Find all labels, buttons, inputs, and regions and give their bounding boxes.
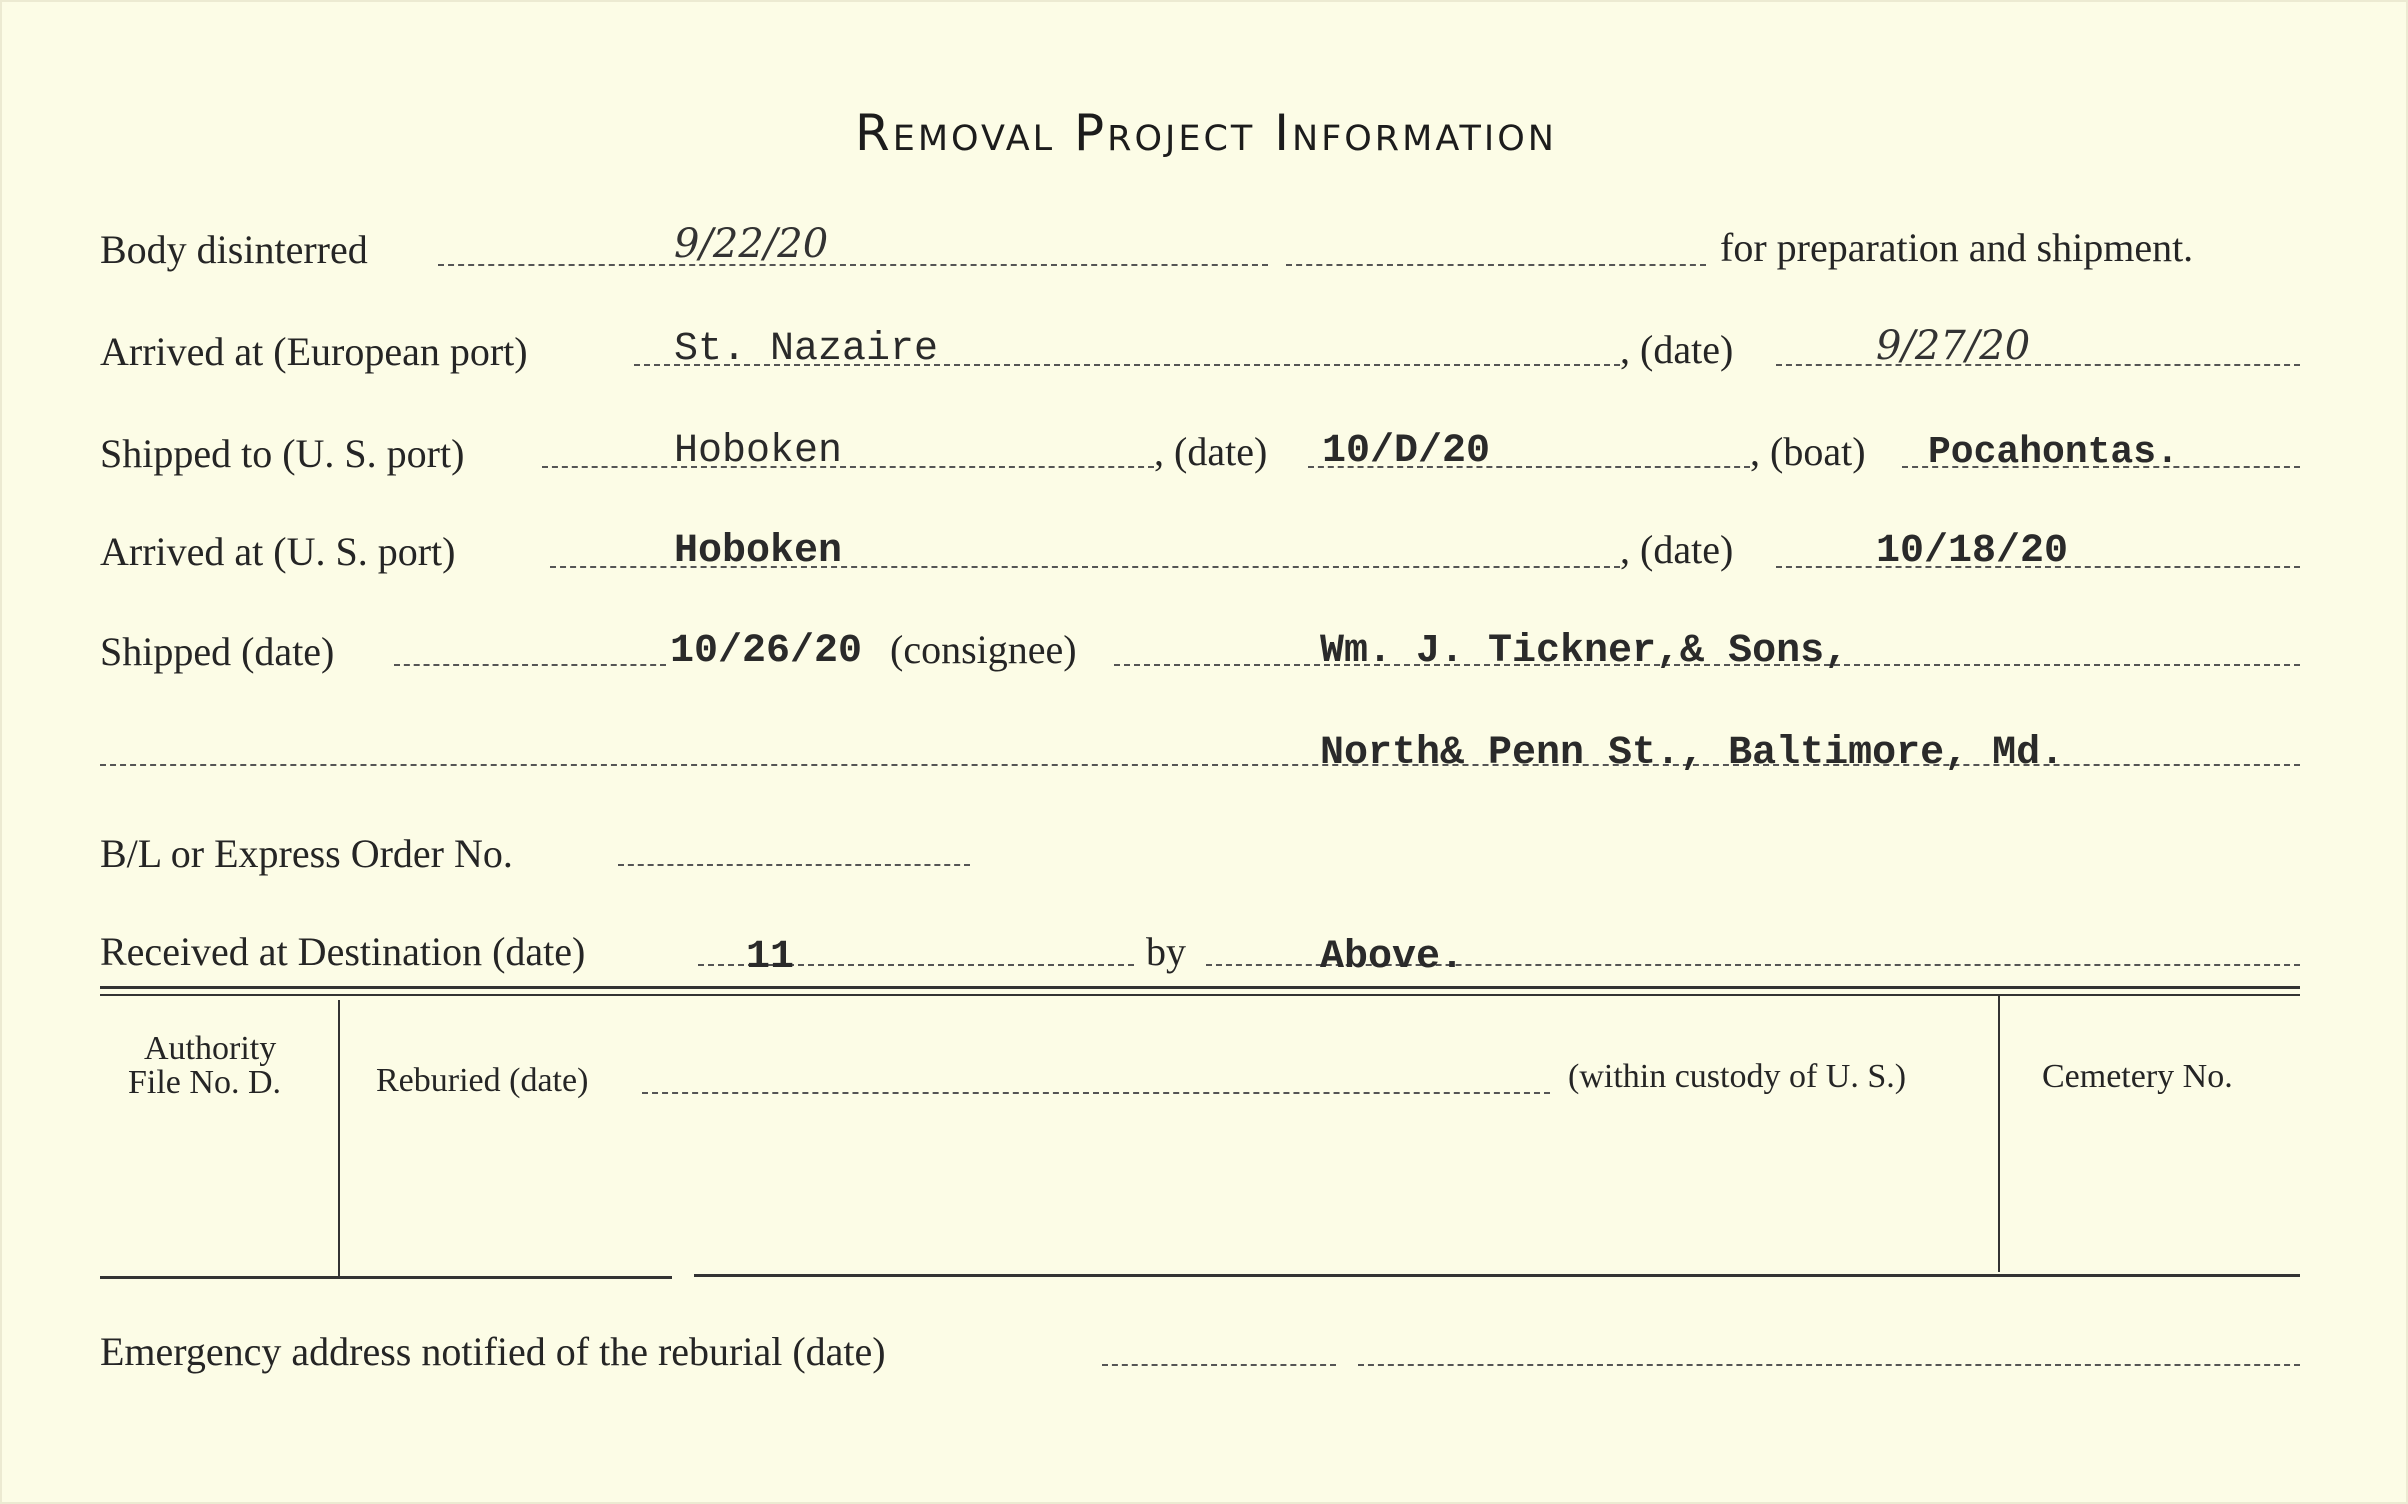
cemetery-no-label: Cemetery No. (2042, 1058, 2233, 1095)
table-top-rule (100, 986, 2300, 989)
arrived-european-date-line (1776, 364, 2300, 366)
shipped-us-boat: Pocahontas. (1928, 431, 2179, 474)
received-by-label: by (1146, 929, 1186, 974)
arrived-us-date: 10/18/20 (1876, 529, 2069, 574)
arrived-european-label: Arrived at (European port) (100, 329, 528, 374)
bl-label: B/L or Express Order No. (100, 831, 513, 876)
body-disinterred-label: Body disinterred (100, 227, 368, 272)
shipped-us-label: Shipped to (U. S. port) (100, 431, 465, 476)
shipped-us-boat-label: , (boat) (1750, 429, 1866, 474)
received-label: Received at Destination (date) (100, 929, 586, 974)
body-disinterred-line-2 (1286, 264, 1706, 266)
body-disinterred-line (438, 264, 1268, 266)
consignee-name: Wm. J. Tickner,& Sons, (1320, 629, 1849, 674)
arrived-us-label: Arrived at (U. S. port) (100, 529, 456, 574)
authority-label: Authority (144, 1030, 277, 1067)
file-no-label: File No. D. (128, 1064, 281, 1101)
table-bottom-rule-left (100, 1276, 672, 1279)
emergency-line-2 (1358, 1364, 2300, 1366)
shipped-date: 10/26/20 (670, 629, 863, 674)
table-divider-left (338, 1000, 340, 1276)
received-by: Above. (1320, 935, 1465, 980)
reburied-label: Reburied (date) (376, 1062, 589, 1099)
shipped-date-line (394, 664, 666, 666)
arrived-us-port: Hoboken (674, 529, 843, 574)
body-disinterred-suffix: for preparation and shipment. (1720, 225, 2194, 270)
shipped-us-date-label: , (date) (1154, 429, 1268, 474)
table-bottom-rule-right (694, 1274, 2300, 1277)
shipped-us-line (542, 466, 1154, 468)
emergency-line (1102, 1364, 1336, 1366)
shipped-us-date: 10/D/20 (1322, 429, 1491, 474)
page-title: Removal Project Information (855, 104, 1557, 162)
arrived-european-date-label: , (date) (1620, 327, 1734, 372)
body-disinterred-date: 9/22/20 (674, 221, 829, 267)
arrived-european-date: 9/27/20 (1876, 323, 2031, 369)
shipped-us-port: Hoboken (674, 429, 843, 474)
emergency-label: Emergency address notified of the reburial (date) (100, 1329, 886, 1374)
consignee-label: (consignee) (890, 627, 1077, 672)
received-date: 11 (746, 935, 795, 980)
consignee-address: North& Penn St., Baltimore, Md. (1320, 731, 2065, 776)
table-divider-right (1998, 996, 2000, 1272)
arrived-european-port: St. Nazaire (674, 327, 939, 372)
bl-line (618, 864, 970, 866)
shipped-date-label: Shipped (date) (100, 629, 335, 674)
reburied-line (642, 1092, 1550, 1094)
arrived-us-date-label: , (date) (1620, 527, 1734, 572)
custody-label: (within custody of U. S.) (1568, 1058, 1907, 1095)
table-top-rule-2 (100, 994, 2300, 996)
